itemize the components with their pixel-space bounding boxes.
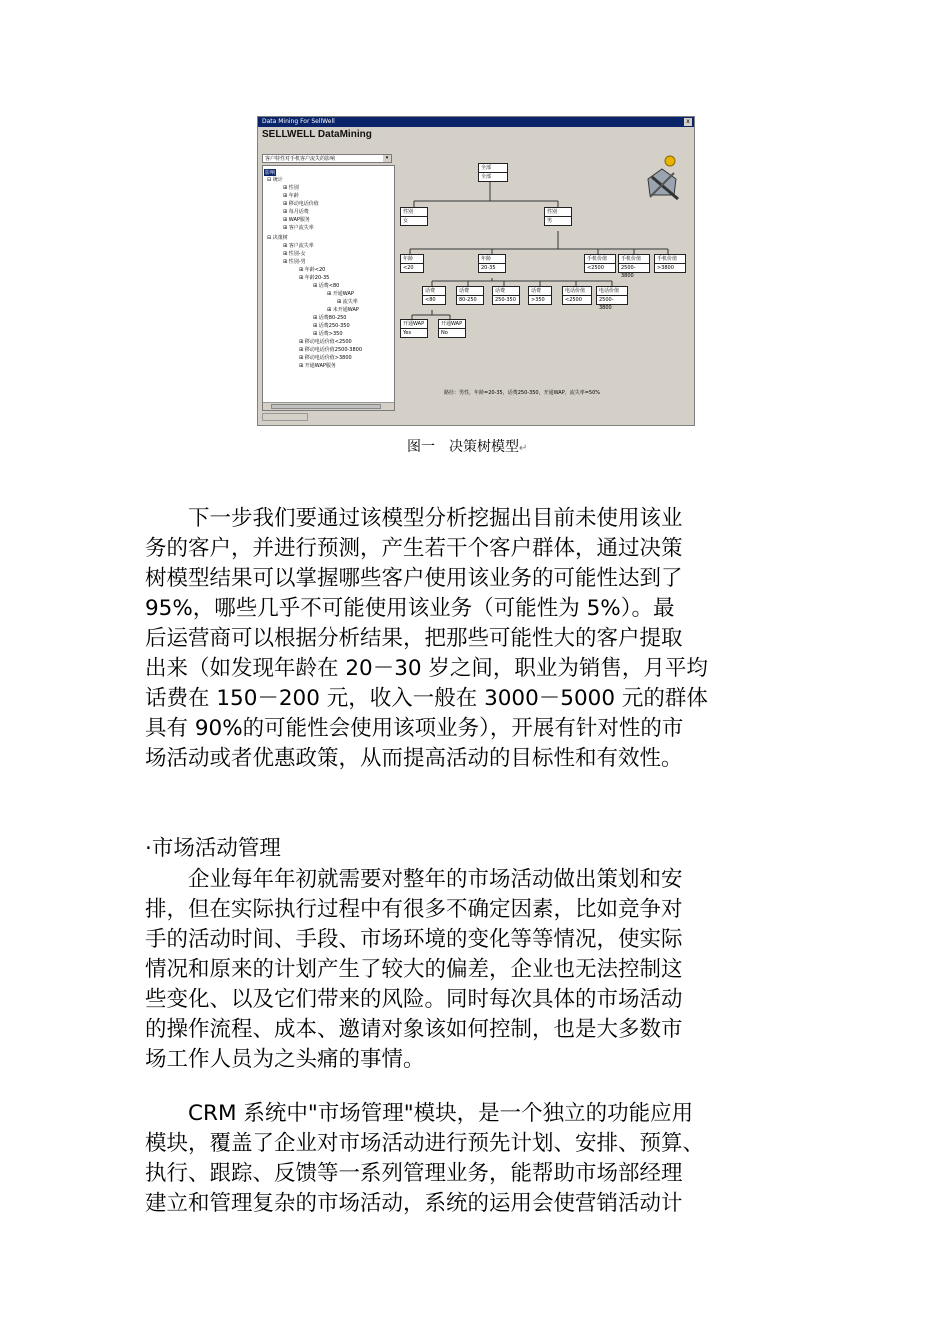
tree-node[interactable] [400,254,424,273]
tree-item[interactable]: ⊞ 移动电话价值<2500 [299,339,352,345]
analysis-select[interactable] [262,154,392,163]
chevron-down-icon[interactable]: ▾ [383,155,391,162]
datamining-window [257,116,695,426]
node-attribute: 开通WAP [401,320,427,329]
text-line: 排，但在实际执行过程中有很多不确定因素，比如竞争对 [145,897,683,922]
node-attribute: 话费 [529,287,551,296]
node-attribute: 话费 [493,287,519,296]
tree-item[interactable]: ⊞ 移动电话价值2500-3800 [299,347,363,353]
text-line: 话费在 150－200 元，收入一般在 3000－5000 元的群体 [145,686,708,711]
paragraph-prediction [145,504,815,774]
node-value: 2500-3800 [621,265,636,279]
tree-node[interactable] [562,286,592,305]
figure-caption-text: 图一 决策树模型 [407,439,519,455]
tree-item[interactable]: ⊞ 话费250-350 [313,323,350,329]
node-value: <2500 [565,297,582,303]
tree-item[interactable]: ⊞ WAP服务 [283,217,310,223]
tree-item[interactable]: ⊞ 性别 [283,185,299,191]
status-bar [262,413,308,421]
node-value: 全部 [481,174,492,180]
text-line: 场活动或者优惠政策，从而提高活动的目标性和有效性。 [145,746,683,771]
tree-node[interactable] [584,254,616,273]
node-value: <80 [425,297,436,303]
tree-item[interactable]: ⊞ 话费>350 [313,331,343,337]
tree-node[interactable] [438,319,466,338]
tree-item[interactable]: ⊞ 未开通WAP [327,307,359,313]
text-line: 具有 90%的可能性会使用该项业务），开展有针对性的市 [145,716,684,741]
text-line: 出来（如发现年龄在 20－30 岁之间，职业为销售，月平均 [145,656,708,681]
horizontal-scrollbar[interactable] [263,402,394,410]
text-line: 下一步我们要通过该模型分析挖掘出目前未使用该业 [145,506,683,531]
node-attribute: 手机价值 [655,255,685,264]
tree-item[interactable]: ⊞ 话费80-250 [313,315,347,321]
node-attribute: 年龄 [401,255,423,264]
tree-node[interactable] [654,254,686,273]
tree-item[interactable]: ⊞ 每月话费 [283,209,309,215]
node-value: >350 [531,297,545,303]
text-line: 手的活动时间、手段、市场环境的变化等等情况，使实际 [145,927,683,952]
node-value: <2500 [587,265,604,271]
tree-item[interactable]: ⊟ 统计 [267,177,283,183]
node-attribute: 性别 [401,208,427,217]
tree-item[interactable]: ⊞ 流失率 [337,299,358,305]
tree-item[interactable]: ⊞ 开通WAP服务 [299,363,336,369]
text-line: 的操作流程、成本、邀请对象该如何控制，也是大多数市 [145,1017,683,1042]
node-value: 80-250 [459,297,477,303]
tree-view[interactable] [262,165,395,411]
tree-node[interactable] [596,286,628,311]
node-attribute: 年龄 [479,255,505,264]
tree-node[interactable] [618,254,650,279]
text-line: 企业每年年初就需要对整年的市场活动做出策划和安 [145,867,683,892]
paragraph-crm-module [145,1099,815,1219]
window-title: Data Mining For SellWell [262,118,335,125]
node-value: >3800 [657,265,674,271]
node-value: 男 [547,218,553,224]
node-value: 20-35 [481,265,496,271]
tree-node[interactable] [528,286,552,305]
tree-node[interactable] [456,286,484,305]
scrollbar-thumb[interactable] [271,404,381,409]
tree-item[interactable]: ⊞ 年龄20-35 [299,275,330,281]
decision-tree-figure [257,116,695,456]
tree-node[interactable] [400,319,428,338]
text-line: 建立和管理复杂的市场活动，系统的运用会使营销活动计 [145,1191,683,1216]
tree-item[interactable]: 影响 [265,170,276,176]
tree-item[interactable]: ⊞ 移动电话价值>3800 [299,355,352,361]
tree-node[interactable] [478,163,508,182]
text-line: 后运营商可以根据分析结果，把那些可能性大的客户提取 [145,626,683,651]
node-attribute: 全部 [479,164,507,173]
tree-node[interactable] [544,207,572,226]
node-value: Yes [403,330,412,336]
node-attribute: 手机价值 [585,255,615,264]
tree-item[interactable]: ⊞ 客户流失率 [283,225,314,231]
node-value: <20 [403,265,414,271]
tree-item[interactable]: ⊞ 移动电话价值 [283,201,319,207]
tree-item[interactable]: ⊞ 年龄 [283,193,299,199]
text-line: 执行、跟踪、反馈等一系列管理业务，能帮助市场部经理 [145,1161,683,1186]
node-attribute: 开通WAP [439,320,465,329]
app-title: SELLWELL DataMining [262,129,372,140]
node-attribute: 话费 [423,287,445,296]
tree-item[interactable]: ⊞ 年龄<20 [299,267,326,273]
close-icon[interactable]: x [684,118,692,126]
node-attribute: 电话价值 [563,287,591,296]
figure-caption [407,436,527,456]
node-value: 2500-3800 [599,297,614,311]
text-line: 场工作人员为之头痛的事情。 [145,1047,425,1072]
paragraph-market-activity [145,865,815,1075]
node-attribute: 话费 [457,287,483,296]
text-line: 树模型结果可以掌握哪些客户使用该业务的可能性达到了 [145,566,683,591]
return-mark-icon: ↵ [519,443,528,454]
text-line: 些变化、以及它们带来的风险。同时每次具体的市场活动 [145,987,683,1012]
tree-canvas [398,131,690,421]
analysis-select-value: 客户特性对手机客户流失的影响 [265,156,336,162]
tree-item[interactable]: ⊞ 开通WAP [327,291,354,297]
node-value: 250-350 [495,297,516,303]
tree-item[interactable]: ⊞ 性别-女 [283,251,306,257]
tree-item[interactable]: ⊟ 决策树 [267,235,288,241]
path-legend: 路径：男性，年龄=20-35，话费250-350，开通WAP，流失率=50% [444,390,601,396]
node-value: 女 [403,218,409,224]
tree-item[interactable]: ⊞ 话费<80 [313,283,340,289]
window-titlebar [258,117,694,127]
text-line: 务的客户，并进行预测，产生若干个客户群体，通过决策 [145,536,683,561]
tree-item[interactable]: ⊞ 客户流失率 [283,243,314,249]
node-attribute: 电话价值 [597,287,627,296]
text-line: 情况和原来的计划产生了较大的偏差，企业也无法控制这 [145,957,683,982]
section-heading: ·市场活动管理 [145,836,281,861]
node-attribute: 手机价值 [619,255,649,264]
tree-node[interactable] [478,254,506,273]
tree-node[interactable] [400,207,428,226]
mining-tools-icon [644,155,682,201]
text-line: 模块，覆盖了企业对市场活动进行预先计划、安排、预算、 [145,1131,705,1156]
node-value: No [441,330,448,336]
node-attribute: 性别 [545,208,571,217]
tree-item[interactable]: ⊞ 性别-男 [283,259,306,265]
text-line: 95%，哪些几乎不可能使用该业务（可能性为 5%）。最 [145,596,675,621]
tree-node[interactable] [492,286,520,305]
text-line: CRM 系统中"市场管理"模块，是一个独立的功能应用 [145,1101,694,1126]
tree-node[interactable] [422,286,446,305]
